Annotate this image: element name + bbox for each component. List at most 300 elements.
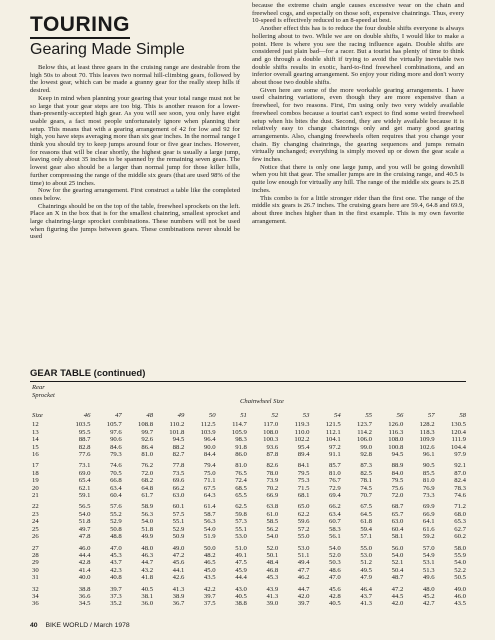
sprocket-size: 36 [32,600,39,608]
gear-inch-cell: 77.8 [172,462,185,470]
table-row [30,533,466,540]
header-chainwheel: 46 [83,412,91,419]
gear-inch-cell: 108.0 [388,436,404,444]
gear-inch-cell: 90.6 [110,436,122,444]
gear-inch-cell: 75.3 [297,477,310,485]
article-title: Gearing Made Simple [30,41,185,58]
gear-inch-cell: 44.5 [391,592,404,600]
gear-inch-cell: 57.3 [235,518,247,526]
gear-inch-cell: 61.6 [422,525,435,533]
header-chainwheel: 51 [240,412,247,419]
gear-inch-cell: 66.2 [172,484,185,492]
gear-inch-cell: 88.9 [391,462,404,470]
paragraph: because the extreme chain angle causes excessive wear on the chain and freewheel cogs, and especially on those soft, expensive chainrings. Thus, every 10-speed is effectively reduced to an 8-speed at best. [252,2,464,25]
gear-inch-cell: 54.0 [266,533,279,541]
table-row [30,485,466,492]
table-row [30,429,466,436]
gear-inch-cell: 56.1 [329,533,341,541]
gear-inch-cell: 43.7 [360,592,373,600]
gear-inch-cell: 76.5 [235,469,247,477]
gear-inch-cell: 84.4 [203,451,216,459]
gear-inch-cell: 52.0 [329,551,341,559]
gear-inch-cell: 52.2 [454,566,466,574]
gear-inch-cell: 55.1 [172,518,185,526]
gear-inch-cell: 68.0 [454,510,466,518]
header-chainwheel: 53 [302,412,310,419]
gear-inch-cell: 100.3 [263,436,279,444]
gear-inch-cell: 57.2 [297,525,310,533]
gear-inch-cell: 87.8 [266,451,279,459]
gear-inch-cell: 81.0 [235,462,247,470]
gear-inch-cell: 70.5 [110,469,122,477]
gear-inch-cell: 51.8 [141,525,154,533]
gear-inch-cell: 97.2 [329,443,341,451]
gear-inch-cell: 96.1 [422,451,435,459]
gear-inch-cell: 58.3 [329,525,341,533]
gear-inch-cell: 99.0 [360,443,373,451]
gear-inch-cell: 42.7 [422,600,435,608]
sprocket-size: 26 [32,533,39,541]
gear-inch-cell: 46.8 [266,566,279,574]
gear-inch-cell: 56.5 [78,503,91,511]
gear-inch-cell: 102.6 [419,443,435,451]
gear-inch-cell: 43.0 [235,585,247,593]
gear-inch-cell: 79.4 [203,462,216,470]
header-chainwheel: 55 [365,412,373,419]
gear-inch-cell: 38.9 [172,592,185,600]
gear-inch-cell: 111.9 [451,436,466,444]
gear-inch-cell: 57.5 [172,510,185,518]
gear-inch-cell: 49.0 [172,544,185,552]
paragraph: Below this, at least three gears in the cruising range are desirable from the high 50s to about 70. This leaves two normal hill-climbing gears, followed by the lowest gear, which can be made a granny gear for the really steep hills if desired. [30,64,240,95]
gear-inch-cell: 48.0 [422,585,435,593]
gear-inch-cell: 67.5 [360,503,373,511]
gear-inch-cell: 82.6 [266,462,279,470]
gear-inch-cell: 63.0 [391,518,404,526]
sprocket-size: 14 [32,436,39,444]
header-chainwheel: 47 [115,412,122,419]
gear-inch-cell: 64.3 [203,492,216,500]
paragraph: This combo is for a little stronger rider than the first one. The range of the middle six gears is 26.7 inches. The cruising gears here are 59.4, 64.8 and 69.9, about three inches higher than in the first example. This is my own favorite arrangement. [252,194,464,225]
gear-inch-cell: 95.4 [297,443,310,451]
gear-inch-cell: 78.0 [266,469,279,477]
gear-inch-cell: 49.1 [235,551,247,559]
gear-inch-cell: 96.4 [203,436,216,444]
gear-inch-cell: 54.0 [78,510,91,518]
header-chainwheel: 58 [459,412,466,419]
gear-inch-cell: 71.5 [297,484,310,492]
gear-inch-cell: 45.6 [172,559,185,567]
gear-inch-cell: 41.8 [141,574,154,582]
gear-inch-cell: 42.2 [203,585,216,593]
gear-inch-cell: 49.6 [422,574,435,582]
gear-inch-cell: 42.3 [110,566,122,574]
gear-inch-cell: 84.0 [391,469,404,477]
table-row [30,511,466,518]
table-row [30,559,466,566]
gear-inch-cell: 43.5 [203,574,216,582]
paragraph: Given here are some of the more workable gearing arrangements. I have used chainring variations, even though they are more expensive than a freewheel, for two reasons. First, I'm using only two very widely available freewheel combos because a tourist can't expect to find some weird freewheel setup when his bites the dust. Second, they are widely available because it is relatively easy to change chainrings only and get many good gearing arrangements. Also, changing freewheels often requires that you change your chain. By changing chainrings, the gearing sequences and jumps remain virtually unchanged; everything is simply moved up or down the gear scale a few inches. [252,86,464,164]
gear-inch-cell: 45.0 [203,566,216,574]
gear-inch-cell: 50.3 [329,559,341,567]
gear-inch-cell: 82.8 [78,443,91,451]
left-text-column [30,64,240,241]
gear-inch-cell: 61.4 [203,503,216,511]
gear-inch-cell: 49.4 [297,559,310,567]
gear-inch-cell: 66.9 [422,510,435,518]
sprocket-size: 28 [32,551,39,559]
gear-inch-cell: 45.9 [235,566,247,574]
gear-inch-cell: 85.5 [422,469,435,477]
gear-inch-cell: 69.0 [78,469,91,477]
gear-inch-cell: 103.5 [75,421,91,429]
gear-inch-cell: 59.1 [78,492,91,500]
gear-inch-cell: 94.5 [391,451,404,459]
gear-inch-cell: 58.1 [391,533,404,541]
gear-inch-cell: 36.6 [78,592,91,600]
gear-inch-cell: 57.0 [422,544,435,552]
gear-inch-cell: 55.0 [360,544,373,552]
page-number: 40 [30,622,38,629]
gear-inch-cell: 87.0 [454,469,466,477]
gear-inch-cell: 104.4 [450,443,466,451]
sprocket-size: 34 [32,592,39,600]
gear-inch-cell: 45.3 [110,551,122,559]
gear-inch-cell: 91.8 [235,443,247,451]
header-chainwheel: 50 [208,412,216,419]
gear-inch-cell: 44.4 [78,551,91,559]
gear-inch-cell: 71.2 [454,503,466,511]
gear-inch-cell: 47.2 [172,551,185,559]
gear-inch-cell: 71.1 [203,477,216,485]
page-footer [30,622,130,629]
gear-inch-cell: 73.9 [266,477,279,485]
gear-table [30,412,466,608]
gear-inch-cell: 108.0 [263,428,279,436]
label-rear: Rear [32,384,45,391]
gear-inch-cell: 130.5 [450,421,466,429]
gear-inch-cell: 44.7 [297,585,310,593]
gear-inch-cell: 89.4 [297,451,310,459]
gear-inch-cell: 55.1 [235,525,247,533]
gear-inch-cell: 88.7 [78,436,91,444]
header-chainwheel: 52 [271,412,279,419]
gear-inch-cell: 58.7 [203,510,216,518]
gear-inch-cell: 118.3 [419,428,435,436]
table-row [30,567,466,574]
header-chainwheel: 48 [146,412,154,419]
sprocket-size: 27 [32,544,39,552]
table-row [30,552,466,559]
gear-inch-cell: 72.4 [235,477,247,485]
gear-inch-cell: 47.7 [297,566,310,574]
gear-inch-cell: 49.5 [360,566,373,574]
label-chainwheel-size: Chainwheel Size [240,398,284,405]
gear-inch-cell: 73.3 [422,492,435,500]
gear-inch-cell: 52.0 [266,544,279,552]
gear-inch-cell: 73.1 [78,462,91,470]
gear-inch-cell: 74.6 [454,492,466,500]
gear-inch-cell: 86.0 [235,451,247,459]
gear-inch-cell: 117.0 [263,421,279,429]
gear-inch-cell: 61.7 [141,492,154,500]
gear-inch-cell: 64.5 [360,510,373,518]
gear-inch-cell: 39.7 [297,600,310,608]
gear-inch-cell: 42.0 [297,592,310,600]
gear-inch-cell: 59.4 [360,525,373,533]
gear-inch-cell: 84.6 [110,443,122,451]
gear-inch-cell: 63.4 [329,510,341,518]
gear-inch-cell: 60.2 [454,533,466,541]
gear-inch-cell: 110.0 [294,428,310,436]
gear-inch-cell: 54.0 [141,518,154,526]
gear-inch-cell: 36.7 [172,600,185,608]
gear-inch-cell: 42.8 [78,559,91,567]
gear-inch-cell: 40.0 [78,574,91,582]
gear-inch-cell: 61.8 [360,518,373,526]
gear-inch-cell: 43.9 [266,585,279,593]
sprocket-size: 18 [32,469,39,477]
table-row [30,470,466,477]
gear-inch-cell: 56.2 [266,525,279,533]
gear-inch-cell: 97.9 [454,451,466,459]
gear-inch-cell: 50.5 [454,574,466,582]
gear-inch-cell: 40.5 [141,585,154,593]
sprocket-size: 15 [32,443,39,451]
gear-inch-cell: 59.2 [422,533,435,541]
gear-inch-cell: 68.1 [297,492,310,500]
gear-inch-cell: 92.6 [141,436,154,444]
gear-inch-cell: 53.0 [235,533,247,541]
gear-inch-cell: 76.9 [422,484,435,492]
article-header [30,14,240,59]
sprocket-size: 16 [32,451,39,459]
gear-inch-cell: 81.0 [422,477,435,485]
gear-inch-cell: 51.8 [78,518,91,526]
gear-inch-cell: 41.3 [266,592,279,600]
gear-inch-cell: 73.5 [172,469,185,477]
gear-inch-cell: 47.5 [235,559,247,567]
gear-inch-cell: 60.4 [110,492,122,500]
gear-inch-cell: 86.4 [141,443,154,451]
gear-inch-cell: 39.7 [110,585,122,593]
table-row [30,458,466,469]
gear-inch-cell: 49.0 [454,585,466,593]
gear-inch-cell: 61.0 [266,510,279,518]
sprocket-size: 12 [32,421,39,429]
gear-inch-cell: 52.9 [110,518,122,526]
sprocket-size: 19 [32,477,39,485]
gear-inch-cell: 45.3 [266,574,279,582]
gear-inch-cell: 38.8 [235,600,247,608]
gear-inch-cell: 70.2 [266,484,279,492]
gear-inch-cell: 103.9 [200,428,216,436]
gear-inch-cell: 105.9 [231,428,247,436]
table-header-row [30,412,466,421]
gear-inch-cell: 41.3 [172,585,185,593]
gear-inch-cell: 41.4 [78,566,91,574]
gear-inch-cell: 48.0 [141,544,154,552]
gear-inch-cell: 82.4 [454,477,466,485]
sprocket-size: 20 [32,484,39,492]
gear-inch-cell: 90.5 [422,462,435,470]
gear-inch-cell: 114.7 [232,421,247,429]
gear-inch-cell: 44.1 [172,566,185,574]
table-row [30,541,466,552]
gear-inch-cell: 60.1 [172,503,185,511]
gear-table-body [30,412,466,608]
gear-inch-cell: 40.8 [110,574,122,582]
sprocket-size: 29 [32,559,39,567]
gear-inch-cell: 82.5 [360,469,373,477]
gear-inch-cell: 116.3 [388,428,404,436]
gear-table-block [30,367,466,608]
sprocket-size: 13 [32,428,39,436]
table-row [30,421,466,428]
gear-inch-cell: 75.6 [391,484,404,492]
gear-inch-cell: 112.1 [325,428,341,436]
gear-inch-cell: 49.7 [78,525,91,533]
gear-inch-cell: 34.5 [78,600,91,608]
gear-inch-cell: 47.0 [329,574,341,582]
gear-inch-cell: 87.3 [360,462,373,470]
gear-inch-cell: 76.2 [141,462,154,470]
gear-inch-cell: 48.2 [203,551,216,559]
gear-inch-cell: 53.0 [297,544,310,552]
gear-inch-cell: 102.2 [294,436,310,444]
table-row [30,526,466,533]
gear-inch-cell: 66.9 [266,492,279,500]
gear-inch-cell: 82.7 [172,451,185,459]
gear-inch-cell: 54.0 [329,544,341,552]
gear-inch-cell: 65.7 [391,510,404,518]
table-row [30,582,466,593]
gear-inch-cell: 48.6 [329,566,341,574]
gear-inch-cell: 40.5 [329,600,341,608]
gear-inch-cell: 65.0 [297,503,310,511]
gear-inch-cell: 42.8 [329,592,341,600]
gear-inch-cell: 112.5 [200,421,216,429]
gear-inch-cell: 110.2 [169,421,185,429]
sprocket-size: 21 [32,492,39,500]
gear-inch-cell: 114.2 [357,428,373,436]
gear-inch-cell: 51.0 [235,544,247,552]
gear-inch-cell: 51.3 [422,566,435,574]
header-chainwheel: 56 [396,412,404,419]
gear-inch-cell: 97.6 [110,428,122,436]
sprocket-size: 31 [32,574,39,582]
gear-inch-cell: 47.9 [360,574,373,582]
gear-inch-cell: 38.8 [78,585,91,593]
section-kicker: TOURING [30,14,130,39]
sprocket-size: 24 [32,518,39,526]
gear-inch-cell: 69.4 [329,492,341,500]
right-text-column [252,2,464,225]
gear-inch-cell: 63.4 [110,484,122,492]
gear-inch-cell: 35.2 [110,600,122,608]
gear-inch-cell: 50.8 [110,525,122,533]
gear-inch-cell: 50.0 [203,544,216,552]
gear-inch-cell: 67.5 [203,484,216,492]
gear-inch-cell: 41.3 [360,600,373,608]
gear-inch-cell: 56.3 [203,518,216,526]
sprocket-size: 32 [32,585,39,593]
gear-inch-cell: 74.6 [110,462,122,470]
gear-inch-cell: 79.5 [297,469,310,477]
gear-inch-cell: 77.6 [78,451,91,459]
gear-inch-cell: 106.0 [356,436,373,444]
publication-credit: BIKE WORLD / March 1978 [45,622,130,629]
gear-inch-cell: 92.1 [454,462,466,470]
sprocket-size: 30 [32,566,39,574]
gear-inch-cell: 65.3 [454,518,466,526]
gear-inch-cell: 48.7 [391,574,404,582]
gear-inch-cell: 59.6 [297,518,310,526]
gear-inch-cell: 99.7 [141,428,154,436]
gear-inch-cell: 43.2 [141,566,154,574]
gear-inch-cell: 52.9 [172,525,185,533]
gear-inch-cell: 47.2 [391,585,404,593]
gear-inch-cell: 47.8 [78,533,91,541]
gear-inch-cell: 57.6 [110,503,122,511]
table-row [30,444,466,451]
gear-inch-cell: 48.8 [110,533,122,541]
sprocket-size: 23 [32,510,39,518]
gear-inch-cell: 55.0 [297,533,310,541]
gear-inch-cell: 49.9 [141,533,154,541]
label-sprocket: Sprocket [32,391,55,399]
gear-inch-cell: 84.1 [297,462,310,470]
sprocket-size: 25 [32,525,39,533]
gear-inch-cell: 45.2 [422,592,435,600]
paragraph: Notice that there is only one large jump, and you will be going downhill when you hit that gear. The smaller jumps are in the cruising range, and 40.5 is quite low enough for virtually any hill. The range of the middle six gears is 25.8 inches. [252,163,464,194]
gear-inch-cell: 47.0 [110,544,122,552]
table-row [30,574,466,581]
gear-inch-cell: 54.0 [203,525,216,533]
table-title: GEAR TABLE (continued) [30,367,466,382]
gear-inch-cell: 46.5 [203,559,216,567]
gear-inch-cell: 53.0 [360,551,373,559]
table-row [30,499,466,510]
gear-inch-cell: 60.7 [329,518,341,526]
gear-inch-cell: 76.7 [329,477,341,485]
gear-inch-cell: 42.6 [172,574,185,582]
gear-inch-cell: 45.6 [329,585,341,593]
gear-inch-cell: 94.5 [172,436,185,444]
table-row [30,593,466,600]
gear-inch-cell: 66.8 [110,477,122,485]
gear-inch-cell: 39.0 [266,600,279,608]
gear-inch-cell: 63.0 [172,492,185,500]
gear-inch-cell: 126.0 [388,421,404,429]
gear-inch-cell: 92.8 [360,451,373,459]
gear-inch-cell: 105.7 [106,421,122,429]
gear-inch-cell: 69.9 [422,503,435,511]
gear-inch-cell: 58.0 [454,544,466,552]
gear-inch-cell: 95.5 [78,428,91,436]
paragraph: Keep in mind when planning your gearing that your total range must not be so large that your gear steps are too big. This is another reason for a lower-than-presently-accepted high gear. As you will see soon, you only have eight usable gears, a fact most people unfortunately ignore when planning their setup. This means that with a gearing arrangement of 42 for low and 92 for high, you have steps averaging more than six gear inches. In the normal range I think you should try to keep jumps around four or five gear inches. However, for reasons that will be clear shortly, the highest gear is usually a large jump, leaving only about 35 inches to be spanned by the remaining seven gears. The lowest gear also should be a larger than normal jump for those killer hills, further compressing the range of the middle six gears (that are used 98% of the time) to about 25 inches. [30,94,240,187]
gear-inch-cell: 91.1 [329,451,341,459]
gear-inch-cell: 37.5 [203,600,216,608]
gear-inch-cell: 108.8 [138,421,154,429]
gear-inch-cell: 44.4 [235,574,247,582]
gear-inch-cell: 60.4 [391,525,404,533]
gear-inch-cell: 51.9 [203,533,216,541]
gear-inch-cell: 51.1 [297,551,310,559]
gear-inch-cell: 68.7 [391,503,404,511]
table-row [30,451,466,458]
gear-inch-cell: 62.7 [454,525,466,533]
